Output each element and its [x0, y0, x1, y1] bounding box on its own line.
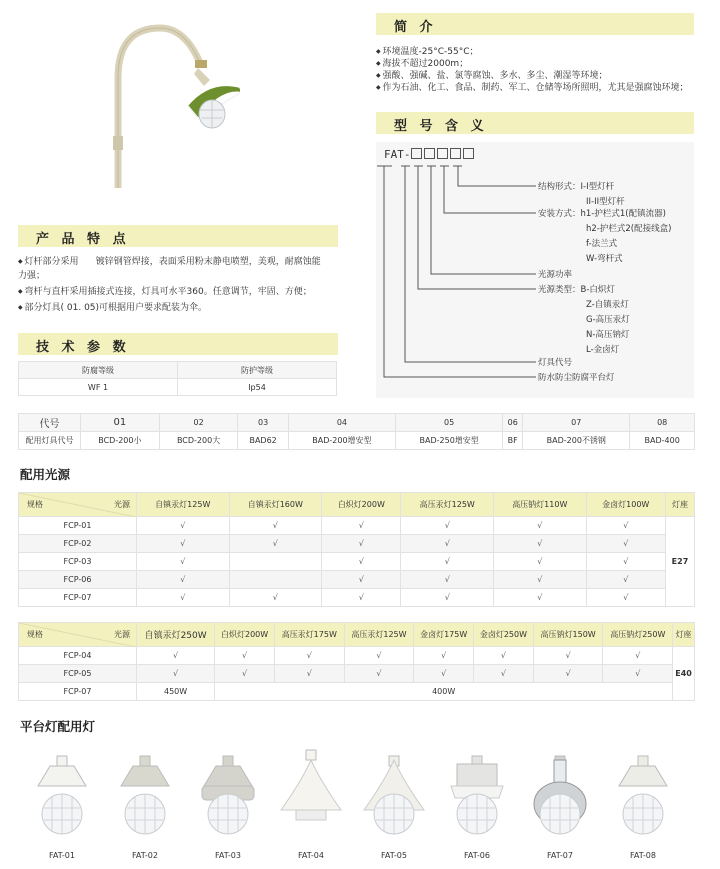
check-cell: √	[401, 535, 494, 553]
label-source-5: L-金卤灯	[586, 345, 620, 355]
check-cell: √	[494, 589, 587, 607]
source-header: 白炽灯200W	[322, 493, 401, 517]
empty-cell	[229, 553, 322, 571]
power-cell: 400W	[215, 683, 673, 701]
platform-lamp-label: FAT-04	[298, 851, 324, 860]
platform-lamp-item	[603, 742, 683, 862]
tech-title: 技 术 参 数	[36, 340, 130, 355]
lamp-image	[437, 742, 517, 847]
source-header: 金卤灯250W	[474, 623, 534, 647]
table-row	[19, 647, 695, 665]
lamp-base-cell: E27	[665, 517, 694, 607]
check-cell: √	[137, 571, 230, 589]
label-install-2: h2-护栏式2(配接线盒)	[586, 224, 672, 234]
platform-lamp-label: FAT-05	[381, 851, 407, 860]
label-install-4: W-弯杆式	[586, 254, 623, 264]
label-fixture-code: 灯具代号	[538, 358, 573, 368]
power-cell: 450W	[137, 683, 215, 701]
check-cell: √	[344, 665, 414, 683]
features-bullet-cont: 力强；	[18, 271, 46, 281]
fixture-cell: BCD-200小	[81, 432, 160, 450]
fixture-cell: BAD-400	[630, 432, 695, 450]
label-structure-2: II-II型灯杆	[586, 197, 625, 207]
platform-lamp-item	[105, 742, 185, 862]
corner-source-label: 光源	[114, 630, 130, 639]
spec-cell: FCP-01	[19, 517, 137, 535]
check-cell: √	[401, 589, 494, 607]
label-structure: 结构形式：I-I型灯杆	[538, 182, 615, 192]
check-cell: √	[137, 665, 215, 683]
model-diagram	[376, 142, 694, 398]
corner-header	[19, 623, 137, 647]
table-header-row	[19, 493, 695, 517]
fixture-label-cell: 配用灯具代号	[19, 432, 81, 450]
tech-table	[18, 361, 337, 396]
lamp-base-cell: E40	[673, 647, 695, 701]
check-cell: √	[229, 589, 322, 607]
spec-cell: FCP-07	[19, 589, 137, 607]
label-source-type: 光源类型：B-白炽灯	[538, 285, 615, 295]
check-cell: √	[474, 665, 534, 683]
lamp-image	[520, 742, 600, 847]
corner-header	[19, 493, 137, 517]
code-cell: 01	[81, 414, 160, 432]
intro-bullets	[376, 46, 706, 94]
platform-lamp-label: FAT-03	[215, 851, 241, 860]
lamp-image	[271, 742, 351, 847]
check-cell: √	[414, 665, 474, 683]
model-title: 型 号 含 义	[394, 119, 488, 134]
fixture-cell: BF	[503, 432, 523, 450]
spec-cell: FCP-03	[19, 553, 137, 571]
code-row	[19, 414, 695, 432]
check-cell: √	[137, 589, 230, 607]
tech-header-cell: 防护等级	[178, 362, 337, 379]
check-cell: √	[401, 553, 494, 571]
spec-cell: FCP-06	[19, 571, 137, 589]
check-cell: √	[494, 517, 587, 535]
platform-lamp-label: FAT-08	[630, 851, 656, 860]
corner-spec-label: 规格	[27, 500, 43, 509]
check-cell: √	[533, 665, 603, 683]
table-header-row	[19, 623, 695, 647]
check-cell: √	[494, 535, 587, 553]
check-cell: √	[229, 535, 322, 553]
table-row	[19, 553, 695, 571]
platform-lamp-item	[437, 742, 517, 862]
features-bullets	[18, 255, 343, 315]
lamp-image	[22, 742, 102, 847]
features-title: 产 品 特 点	[36, 232, 130, 247]
check-cell: √	[533, 647, 603, 665]
fixture-cell: BAD-200增安型	[288, 432, 395, 450]
platform-lamp-item	[520, 742, 600, 862]
table-row	[19, 683, 695, 701]
source-header: 高压汞灯125W	[344, 623, 414, 647]
table-row	[19, 535, 695, 553]
check-cell: √	[322, 553, 401, 571]
table-row	[19, 665, 695, 683]
fixture-cell: BAD62	[238, 432, 288, 450]
label-product: 防水防尘防腐平台灯	[538, 373, 615, 383]
corner-spec-label: 规格	[27, 630, 43, 639]
check-cell: √	[586, 535, 665, 553]
label-source-3: G-高压汞灯	[586, 315, 630, 325]
code-cell: 02	[159, 414, 238, 432]
label-install: 安装方式：h1-护栏式1(配镇流器)	[538, 209, 666, 219]
model-code-prefix: FAT-	[384, 148, 411, 161]
check-cell: √	[603, 665, 673, 683]
code-cell: 04	[288, 414, 395, 432]
intro-bullet: ◆ 作为石油、化工、食品、制药、军工、仓储等场所照明，尤其是强腐蚀环境；	[376, 82, 706, 94]
source-header: 自镇汞灯125W	[137, 493, 230, 517]
source-header: 金卤灯175W	[414, 623, 474, 647]
label-power: 光源功率	[538, 270, 573, 280]
features-bullet: ◆ 灯杆部分采用 镀锌钢管焊接，表面采用粉末静电喷塑，美观，耐腐蚀能	[18, 255, 343, 269]
check-cell: √	[322, 589, 401, 607]
spec-cell: FCP-02	[19, 535, 137, 553]
check-cell: √	[274, 665, 344, 683]
check-cell: √	[137, 517, 230, 535]
platform-lamp-label: FAT-01	[49, 851, 75, 860]
platform-lamp-item	[188, 742, 268, 862]
code-label-cell: 代号	[19, 414, 81, 432]
label-install-3: f-法兰式	[586, 239, 618, 249]
lamp-image	[603, 742, 683, 847]
source-header: 自镇汞灯160W	[229, 493, 322, 517]
model-header	[376, 112, 694, 134]
platform-lamp-label: FAT-07	[547, 851, 573, 860]
check-cell: √	[494, 571, 587, 589]
check-cell: √	[215, 665, 275, 683]
check-cell: √	[137, 535, 230, 553]
check-cell: √	[322, 535, 401, 553]
check-cell: √	[137, 553, 230, 571]
label-source-2: Z-自镇汞灯	[586, 300, 629, 310]
light-source-table-e27	[18, 492, 695, 607]
platform-lamp-label: FAT-02	[132, 851, 158, 860]
code-cell: 08	[630, 414, 695, 432]
code-table	[18, 413, 695, 450]
source-header: 灯座	[665, 493, 694, 517]
lamp-image	[354, 742, 434, 847]
source-header: 灯座	[673, 623, 695, 647]
source-header: 高压汞灯125W	[401, 493, 494, 517]
source-header: 高压钠灯150W	[533, 623, 603, 647]
tech-header-cell: 防腐等级	[19, 362, 178, 379]
check-cell: √	[474, 647, 534, 665]
label-source-4: N-高压钠灯	[586, 330, 630, 340]
tech-value-cell: WF 1	[19, 379, 178, 396]
light-source-table-e40	[18, 622, 695, 701]
spec-cell: FCP-05	[19, 665, 137, 683]
lamp-pole-image	[100, 18, 240, 188]
features-bullet: ◆ 部分灯具( 01. 05)可根据用户要求配装为伞。	[18, 301, 343, 315]
spec-cell: FCP-07	[19, 683, 137, 701]
check-cell: √	[215, 647, 275, 665]
light-source-title: 配用光源	[20, 467, 71, 482]
empty-cell	[229, 571, 322, 589]
lamp-image	[188, 742, 268, 847]
intro-bullet: ◆ 海拔不超过2000m；	[376, 58, 706, 70]
code-cell: 05	[396, 414, 503, 432]
source-header: 高压汞灯175W	[274, 623, 344, 647]
check-cell: √	[322, 517, 401, 535]
check-cell: √	[414, 647, 474, 665]
code-cell: 03	[238, 414, 288, 432]
platform-title: 平台灯配用灯	[20, 719, 96, 734]
features-header	[18, 225, 338, 247]
corner-source-label: 光源	[114, 500, 130, 509]
check-cell: √	[229, 517, 322, 535]
platform-lamps	[0, 742, 720, 867]
check-cell: √	[586, 517, 665, 535]
tech-header	[18, 333, 338, 355]
check-cell: √	[494, 553, 587, 571]
check-cell: √	[586, 589, 665, 607]
check-cell: √	[401, 571, 494, 589]
platform-lamp-item	[271, 742, 351, 862]
check-cell: √	[603, 647, 673, 665]
check-cell: √	[137, 647, 215, 665]
tech-value-cell: Ip54	[178, 379, 337, 396]
intro-bullet: ◆ 强酸、强碱、盐、氯等腐蚀、多水、多尘、潮湿等环境；	[376, 70, 706, 82]
check-cell: √	[274, 647, 344, 665]
intro-header	[376, 13, 694, 35]
source-header: 高压钠灯250W	[603, 623, 673, 647]
source-header: 金卤灯100W	[586, 493, 665, 517]
fixture-cell: BAD-250增安型	[396, 432, 503, 450]
fixture-row	[19, 432, 695, 450]
check-cell: √	[322, 571, 401, 589]
table-row	[19, 517, 695, 535]
platform-lamp-label: FAT-06	[464, 851, 490, 860]
platform-lamp-item	[22, 742, 102, 862]
source-header: 自镇汞灯250W	[137, 623, 215, 647]
fixture-cell: BAD-200不锈钢	[523, 432, 630, 450]
check-cell: √	[344, 647, 414, 665]
spec-cell: FCP-04	[19, 647, 137, 665]
intro-title: 简 介	[394, 20, 437, 35]
table-row	[19, 571, 695, 589]
features-bullet: ◆ 弯杆与直杆采用插接式连接，灯具可水平360。任意调节，牢固、方便；	[18, 285, 343, 299]
source-header: 高压钠灯110W	[494, 493, 587, 517]
intro-bullet: ◆ 环境温度-25°C-55°C；	[376, 46, 706, 58]
table-row	[19, 589, 695, 607]
code-cell: 07	[523, 414, 630, 432]
diagram-lines	[376, 142, 694, 398]
check-cell: √	[586, 571, 665, 589]
fixture-cell: BCD-200大	[159, 432, 238, 450]
source-header: 白炽灯200W	[215, 623, 275, 647]
check-cell: √	[401, 517, 494, 535]
check-cell: √	[586, 553, 665, 571]
platform-lamp-item	[354, 742, 434, 862]
code-cell: 06	[503, 414, 523, 432]
lamp-image	[105, 742, 185, 847]
